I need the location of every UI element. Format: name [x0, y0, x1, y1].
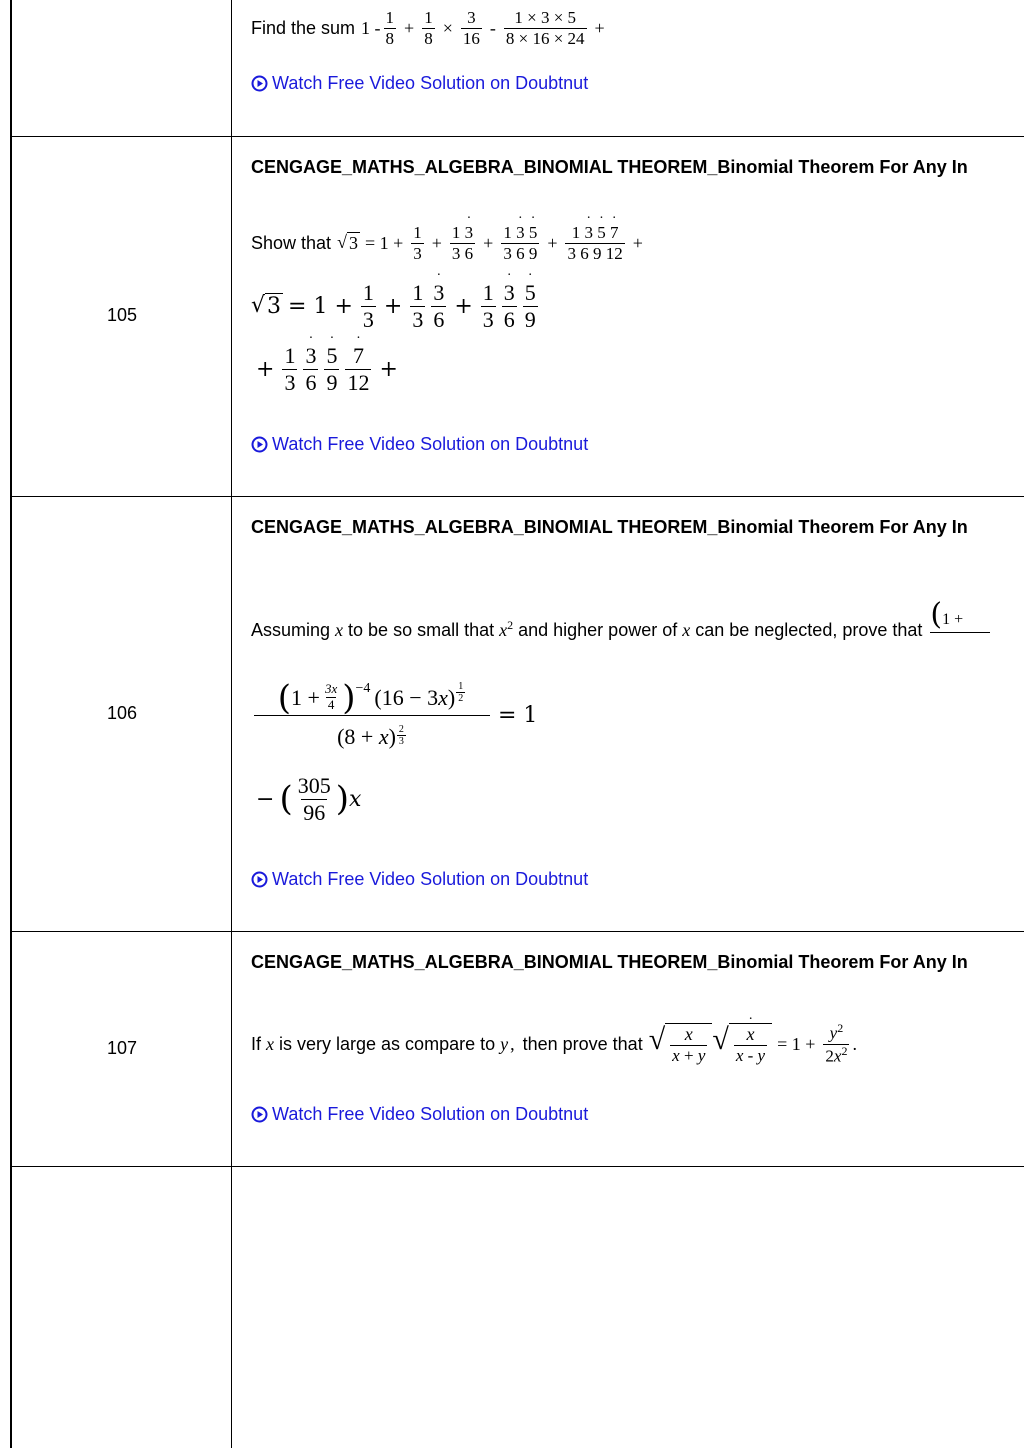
question-prompt: If: [251, 1033, 262, 1054]
math-display: + $\frac{1}{3}$ · $\frac{3}{6}$ · $\frac{5}{9}$ · $\frac{7}{12}$ +: [251, 337, 403, 401]
table-row: [12, 0, 1024, 136]
question-prompt: is very large as compare to: [279, 1033, 496, 1054]
question-cell: [251, 497, 1024, 931]
question-heading: CENGAGE_MATHS_ALGEBRA_BINOMIAL THEOREM_Binomial Theorem For Any In: [251, 157, 968, 177]
math-display: √ 3 = 1 + $\frac{1}{3}$ + $\frac{1}{3}$ · $\frac{3}{6}$ + $\frac{1}{3}$ · $\frac{3}{6}$ · $\frac{5}{9}$: [251, 275, 541, 337]
table-row: [12, 497, 1024, 931]
video-solution-label: Watch Free Video Solution on Doubtnut: [272, 73, 589, 93]
question-prompt: then prove that: [522, 1033, 643, 1054]
question-cell: [251, 932, 1024, 1166]
question-text: Show that √ 3 = 1 + $\frac{1}{3}$ + $\frac{1 \cdot 3}{3 6}$ + $\frac{1 \cdot 3 \cdot 5}{3 6 9}$ + $\frac{1 \cdot 3 \cdot 5 \cdot 7}{3 6 9 12}$ +: [251, 217, 648, 269]
question-heading: CENGAGE_MATHS_ALGEBRA_BINOMIAL THEOREM_Binomial Theorem For Any In: [251, 517, 968, 537]
question-prompt: Find the sum: [251, 17, 356, 38]
question-prompt: Show that: [251, 232, 332, 253]
math-display: − ( $\frac{305}{96}$ ) x: [256, 773, 362, 825]
question-heading: CENGAGE_MATHS_ALGEBRA_BINOMIAL THEOREM_Binomial Theorem For Any In: [251, 952, 968, 972]
math-display: ( 1 + $\frac{3x}{4}$ ) −4 (16 − 3x) $\frac{1}{2}$ (8 + x) $\frac{2}{3}$ = 1: [251, 663, 542, 767]
video-solution-link[interactable]: [251, 73, 588, 94]
question-prompt: to be so small that: [348, 620, 495, 640]
question-text: Assuming x to be so small that $x^2$ and higher power of x can be neglected, prove that (1 +: [251, 571, 990, 641]
question-prompt: Assuming: [251, 620, 331, 640]
question-text: Find the sum 1 - $\frac{1}{8}$ + $\frac{1}{8}$ × $\frac{3}{16}$ - $\frac{1 \times 3 \times 5}{8 \times 16 \times 24}$ +: [251, 7, 605, 48]
video-solution-label: Watch Free Video Solution on Doubtnut: [272, 1104, 589, 1124]
video-solution-link[interactable]: [251, 869, 588, 890]
question-number: 107: [106, 1038, 138, 1058]
question-prompt: can be neglected, prove that: [695, 620, 923, 640]
play-circle-icon: [251, 1106, 268, 1123]
table-row: [12, 932, 1024, 1166]
table-row: [12, 1167, 1024, 1448]
video-solution-label: Watch Free Video Solution on Doubtnut: [272, 869, 589, 889]
play-circle-icon: [251, 75, 268, 92]
question-number: 105: [106, 305, 138, 325]
question-number: 106: [106, 703, 138, 723]
table-row: [12, 137, 1024, 496]
video-solution-label: Watch Free Video Solution on Doubtnut: [272, 434, 589, 454]
question-cell: [251, 0, 1024, 136]
question-prompt: and higher power of: [518, 620, 678, 640]
video-solution-link[interactable]: [251, 1104, 588, 1125]
question-text: If x is very large as compare to y , then prove that √ $\frac{x}{x + y}$ √ · $\frac{x}{x - y}$ = 1 + $\frac{y^2}{2x^2}$ .: [251, 1012, 857, 1076]
play-circle-icon: [251, 436, 268, 453]
play-circle-icon: [251, 871, 268, 888]
question-cell: [251, 137, 1024, 496]
video-solution-link[interactable]: [251, 434, 588, 455]
